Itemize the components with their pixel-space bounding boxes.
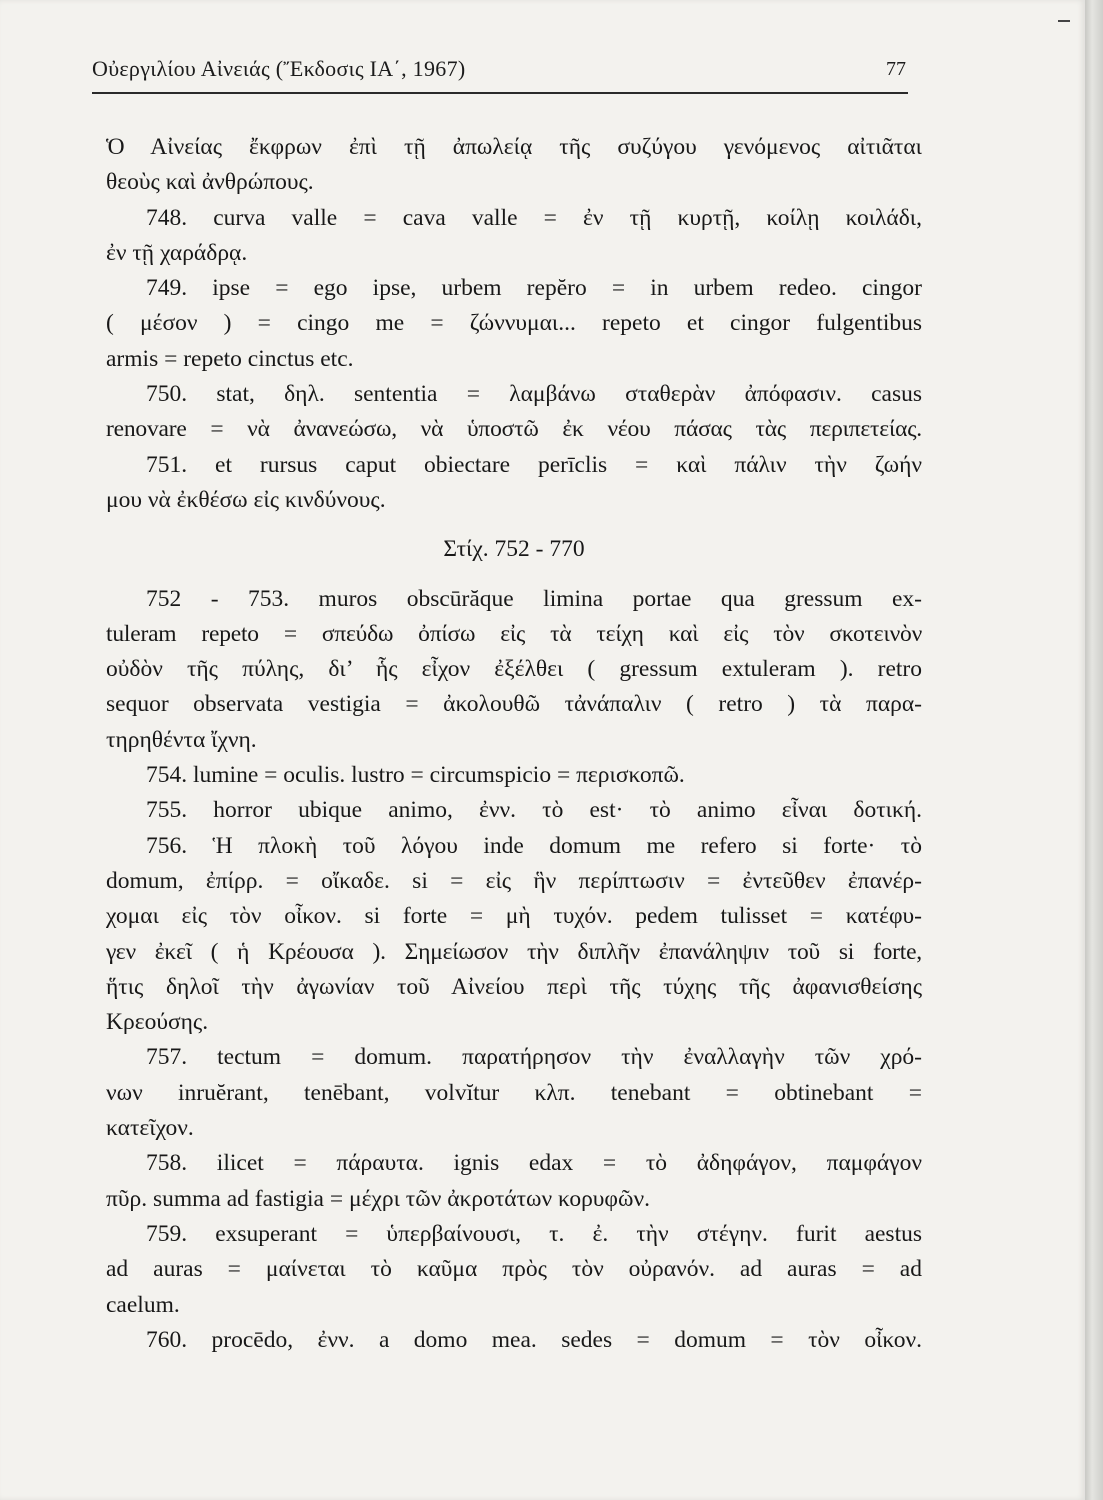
text-line: tuleram repeto = σπεύδω ὀπίσω εἰς τὰ τείχη καὶ εἰς τὸν σκοτεινὸν	[106, 620, 922, 647]
commentary-text	[106, 130, 922, 1358]
note-758: 758. ilicet = πάραυτα. ignis edax = τὸ ἀδηφάγον, παμφάγον	[146, 1150, 922, 1177]
text-line: μου νὰ ἐκθέσω εἰς κινδύνους.	[106, 486, 386, 513]
text-line: ἐν τῇ χαράδρᾳ.	[106, 239, 248, 266]
note-750: 750. stat, δηλ. sententia = λαμβάνω σταθερὰν ἀπόφασιν. casus	[146, 381, 922, 408]
text-line: θεοὺς καὶ ἀνθρώπους.	[106, 169, 314, 196]
header-title: Οὐεργιλίου Αἰνειάς (Ἔκδοσις ΙΑ΄, 1967)	[92, 56, 466, 81]
text-line: κατεῖχον.	[106, 1115, 194, 1142]
note-748: 748. curva valle = cava valle = ἐν τῇ κυρτῇ, κοίλῃ κοιλάδι,	[146, 204, 922, 231]
text-line: ad auras = μαίνεται τὸ καῦμα πρὸς τὸν οὐρανόν. ad auras = ad	[106, 1256, 922, 1283]
text-line: Ὁ Αἰνείας ἔκφρων ἐπὶ τῇ ἀπωλείᾳ τῆς συζύγου γενόμενος αἰτιᾶται	[106, 134, 922, 160]
note-757: 757. tectum = domum. παρατήρησον τὴν ἐναλλαγὴν τῶν χρό-	[146, 1044, 922, 1071]
text-line: ἥτις δηλοῖ τὴν ἀγωνίαν τοῦ Αἰνείου περὶ τῆς τύχης τῆς ἀφανισθείσης	[106, 973, 922, 1000]
note-755: 755. horror ubique animo, ἐνν. τὸ est· τὸ animo εἶναι δοτική.	[146, 797, 922, 824]
text-line: Κρεούσης.	[106, 1009, 209, 1036]
text-line: τηρηθέντα ἴχνη.	[106, 726, 257, 753]
text-line: νων inruĕrant, tenēbant, volvĭtur κλπ. tenebant = obtinebant =	[106, 1079, 922, 1106]
text-line: πῦρ. summa ad fastigia = μέχρι τῶν ἀκροτάτων κορυφῶν.	[106, 1185, 650, 1212]
running-header	[92, 56, 908, 96]
header-rule	[92, 92, 908, 94]
text-line: renovare = νὰ ἀνανεώσω, νὰ ὑποστῶ ἐκ νέου πάσας τὰς περιπετείας.	[106, 416, 922, 443]
text-line: οὐδὸν τῆς πύλης, δι’ ἧς εἶχον ἐξέλθει ( gressum extuleram ). retro	[106, 656, 922, 683]
text-line: γεν ἐκεῖ ( ἡ Κρέουσα ). Σημείωσον τὴν διπλῆν ἐπανάληψιν τοῦ si forte,	[106, 938, 922, 965]
text-line: caelum.	[106, 1291, 180, 1318]
note-751: 751. et rursus caput obiectare perīclis = καὶ πάλιν τὴν ζωήν	[146, 451, 922, 478]
note-760: 760. procēdo, ἐνν. a domo mea. sedes = domum = τὸν οἶκον.	[146, 1326, 922, 1353]
page-mark	[1058, 20, 1070, 22]
note-754: 754. lumine = oculis. lustro = circumspicio = περισκοπῶ.	[146, 762, 685, 789]
note-752-753: 752 - 753. muros obscūrăque limina portae qua gressum ex-	[146, 585, 922, 612]
section-heading: Στίχ. 752 - 770	[443, 536, 585, 563]
text-line: armis = repeto cinctus etc.	[106, 345, 354, 372]
page-edge	[1085, 0, 1103, 1500]
text-line: domum, ἐπίρρ. = οἴκαδε. si = εἰς ἣν περίπτωσιν = ἐντεῦθεν ἐπανέρ-	[106, 867, 922, 894]
note-759: 759. exsuperant = ὑπερβαίνουσι, τ. ἐ. τὴν στέγην. furit aestus	[146, 1220, 922, 1247]
text-line: ( μέσον ) = cingo me = ζώννυμαι... repeto et cingor fulgentibus	[106, 310, 922, 337]
note-756: 756. Ἡ πλοκὴ τοῦ λόγου inde domum me refero si forte· τὸ	[146, 832, 922, 859]
text-line: χομαι εἰς τὸν οἶκον. si forte = μὴ τυχόν. pedem tulisset = κατέφυ-	[106, 903, 922, 930]
page-number: 77	[886, 58, 906, 80]
note-749: 749. ipse = ego ipse, urbem repĕro = in urbem redeo. cingor	[146, 275, 922, 302]
text-line: sequor observata vestigia = ἀκολουθῶ τἀνάπαλιν ( retro ) τὰ παρα-	[106, 691, 922, 718]
